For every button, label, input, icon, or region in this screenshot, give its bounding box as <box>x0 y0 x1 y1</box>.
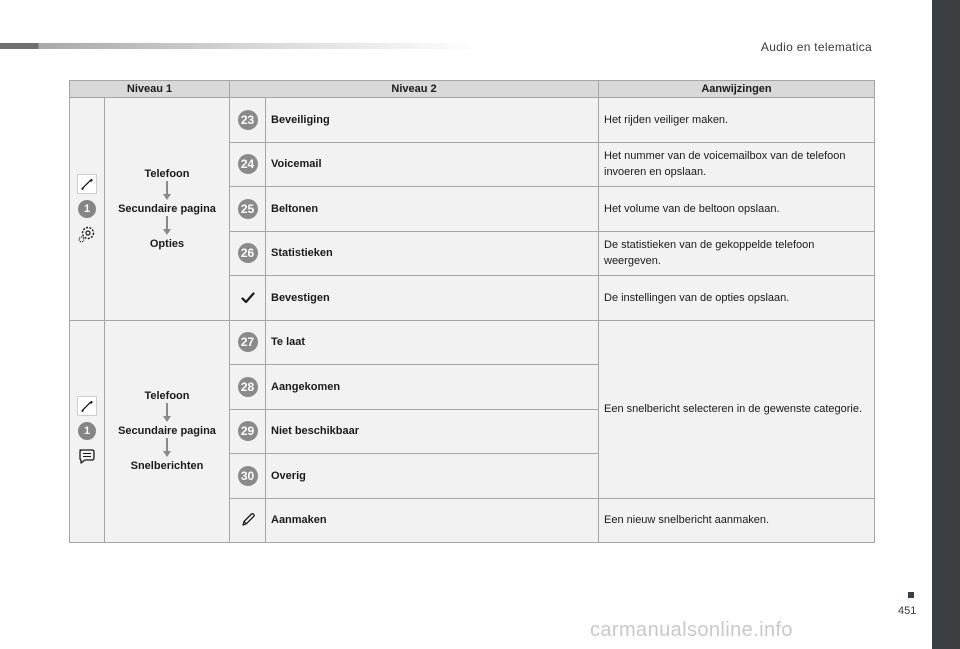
nav-line-phone: Telefoon <box>144 167 190 180</box>
message-number-badge: 27 <box>238 332 258 352</box>
nav-line-phone: Telefoon <box>144 390 190 403</box>
message-number-badge: 30 <box>238 466 258 486</box>
arrow-down-icon <box>162 216 172 236</box>
phone-icon <box>77 174 97 194</box>
level1-nav-messages <box>105 320 230 543</box>
option-note: Het volume van de beltoon opslaan. <box>599 187 875 232</box>
option-number-badge: 23 <box>238 110 258 130</box>
message-category-label: Aangekomen <box>266 365 599 410</box>
chapter-side-band <box>932 0 960 649</box>
option-label: Voicemail <box>266 142 599 187</box>
option-note: De statistieken van de gekoppelde telefoon weergeven. <box>599 231 875 276</box>
watermark: carmanualsonline.info <box>590 619 793 641</box>
page-number: 451 <box>898 605 917 617</box>
message-note: Een nieuw snelbericht aanmaken. <box>599 498 875 543</box>
arrow-down-icon <box>162 181 172 201</box>
message-category-label: Aanmaken <box>266 498 599 543</box>
nav-line-options: Opties <box>149 237 185 250</box>
menu-table <box>69 80 875 543</box>
message-bubble-icon <box>77 446 97 466</box>
option-number-badge: 26 <box>238 243 258 263</box>
header-level1: Niveau 1 <box>70 81 230 98</box>
option-label: Beveiliging <box>266 98 599 143</box>
message-category-label: Niet beschikbaar <box>266 409 599 454</box>
chapter-title: Audio en telematica <box>760 40 872 54</box>
option-note: Het nummer van de voicemailbox van de telefoon invoeren en opslaan. <box>599 142 875 187</box>
table-row <box>70 98 875 143</box>
nav-line-quick-messages: Snelberichten <box>130 460 204 473</box>
option-note: Het rijden veiliger maken. <box>599 98 875 143</box>
table-row <box>70 320 875 365</box>
level1-number-badge: 1 <box>78 422 96 440</box>
option-number-badge: 24 <box>238 154 258 174</box>
message-category-label: Overig <box>266 454 599 499</box>
message-category-label: Te laat <box>266 320 599 365</box>
message-shared-note: Een snelbericht selecteren in de gewenste categorie. <box>599 320 875 498</box>
option-label: Beltonen <box>266 187 599 232</box>
message-number-badge: 28 <box>238 377 258 397</box>
option-label: Bevestigen <box>266 276 599 321</box>
message-number-badge: 29 <box>238 421 258 441</box>
phone-icon <box>77 396 97 416</box>
level1-icons-options <box>70 98 105 321</box>
option-number-badge: 25 <box>238 199 258 219</box>
level1-number-badge: 1 <box>78 200 96 218</box>
nav-line-secondary-page: Secundaire pagina <box>118 202 216 215</box>
level1-icons-messages <box>70 320 105 543</box>
header-gradient-rule <box>0 43 480 49</box>
pencil-icon <box>238 510 258 530</box>
arrow-down-icon <box>162 438 172 458</box>
header-notes: Aanwijzingen <box>599 81 875 98</box>
option-label: Statistieken <box>266 231 599 276</box>
page-marker <box>908 592 914 598</box>
checkmark-icon <box>238 288 258 308</box>
option-note: De instellingen van de opties opslaan. <box>599 276 875 321</box>
arrow-down-icon <box>162 403 172 423</box>
table-header-row <box>70 81 875 98</box>
level1-nav-options <box>105 98 230 321</box>
settings-gear-icon <box>77 224 97 244</box>
nav-line-secondary-page: Secundaire pagina <box>118 425 216 438</box>
header-level2: Niveau 2 <box>230 81 599 98</box>
